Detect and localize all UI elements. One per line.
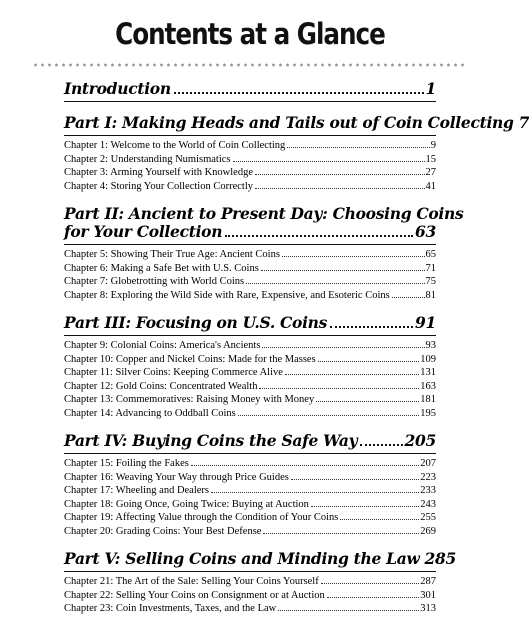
chapter-label: Chapter 18: Going Once, Going Twice: Buying at Auction: [64, 498, 309, 510]
part-label-line-2: for Your Collection: [64, 222, 223, 241]
chapter-entry[interactable]: [64, 139, 436, 153]
leader-dots: [263, 533, 419, 534]
chapter-entry[interactable]: [64, 248, 436, 262]
part-page: 7: [518, 113, 529, 132]
leader-dots: [233, 161, 425, 162]
leader-dots: [318, 361, 420, 362]
chapter-page: 71: [425, 262, 436, 274]
chapter-entry[interactable]: [64, 262, 436, 276]
leader-dots: [262, 347, 424, 348]
part-heading[interactable]: [64, 308, 436, 336]
leader-dots: [255, 188, 425, 189]
chapter-entry[interactable]: [64, 339, 436, 353]
chapter-entry[interactable]: [64, 498, 436, 512]
chapter-page: 163: [420, 380, 436, 392]
leader-dots: [392, 297, 425, 298]
chapter-label: Chapter 4: Storing Your Collection Correctly: [64, 180, 253, 192]
chapter-page: 269: [420, 525, 436, 537]
chapter-entry[interactable]: [64, 589, 436, 603]
part-heading[interactable]: [64, 544, 456, 572]
part-1: [64, 108, 529, 193]
chapter-label: Chapter 14: Advancing to Oddball Coins: [64, 407, 236, 419]
chapter-page: 75: [425, 276, 436, 287]
part-label: Part V: Selling Coins and Minding the Law: [64, 549, 420, 568]
part-4: [64, 426, 436, 538]
chapter-label: Chapter 21: The Art of the Sale: Selling Your Coins Yourself: [64, 576, 319, 587]
chapter-label: Chapter 2: Understanding Numismatics: [64, 153, 231, 165]
chapter-label: Chapter 23: Coin Investments, Taxes, and the Law: [64, 603, 277, 614]
chapter-label: Chapter 5: Showing Their True Age: Ancient Coins: [64, 249, 280, 260]
chapter-entry[interactable]: [64, 180, 436, 194]
leader-dots: [340, 519, 419, 520]
chapter-entry[interactable]: [64, 275, 436, 289]
chapter-page: 255: [420, 512, 436, 523]
leader-dots: [285, 374, 419, 375]
leader-dots: [261, 270, 425, 271]
chapter-label: Chapter 15: Foiling the Fakes: [64, 458, 189, 469]
chapter-label: Chapter 10: Copper and Nickel Coins: Made for the Masses: [64, 353, 316, 365]
chapter-label: Chapter 11: Silver Coins: Keeping Commerce Alive: [64, 367, 283, 378]
part-label: Part IV: Buying Coins the Safe Way: [64, 431, 358, 450]
leader-dots: [316, 401, 419, 402]
chapter-page: 223: [420, 471, 436, 483]
chapter-label: Chapter 9: Colonial Coins: America's Ancients: [64, 340, 261, 351]
chapter-page: 181: [420, 394, 436, 405]
chapter-label: Chapter 8: Exploring the Wild Side with Rare, Expensive, and Esoteric Coins: [64, 289, 390, 301]
chapter-entry[interactable]: [64, 525, 436, 539]
chapter-label: Chapter 17: Wheeling and Dealers: [64, 485, 210, 496]
part-heading[interactable]: [64, 199, 464, 245]
chapter-page: 109: [420, 353, 436, 365]
leader-dots: [225, 235, 413, 237]
part-page: 205: [404, 431, 436, 450]
introduction-entry[interactable]: [64, 74, 436, 102]
chapter-entry[interactable]: [64, 366, 436, 380]
page-title: Contents at a Glance: [115, 17, 385, 51]
leader-dots: [327, 597, 419, 598]
chapter-entry[interactable]: [64, 511, 436, 525]
leader-dots: [246, 283, 424, 284]
part-page: 91: [415, 313, 436, 332]
chapter-label: Chapter 6: Making a Safe Bet with U.S. Coins: [64, 262, 259, 274]
chapter-page: 287: [420, 576, 436, 587]
chapter-page: 301: [420, 589, 436, 601]
introduction-page: 1: [425, 79, 436, 98]
part-2: [64, 199, 464, 302]
part-label-line-1: Part II: Ancient to Present Day: Choosing Coins: [64, 204, 464, 223]
chapter-label: Chapter 22: Selling Your Coins on Consignment or at Auction: [64, 589, 325, 601]
part-3: [64, 308, 436, 420]
chapter-page: 233: [420, 485, 436, 496]
chapter-label: Chapter 7: Globetrotting with World Coins: [64, 276, 245, 287]
leader-dots: [291, 479, 419, 480]
chapter-label: Chapter 19: Affecting Value through the Condition of Your Coins: [64, 512, 339, 523]
leader-dots: [311, 506, 419, 507]
chapter-page: 81: [425, 289, 436, 301]
leader-dots: [238, 415, 419, 416]
part-label: Part III: Focusing on U.S. Coins: [64, 313, 328, 332]
leader-dots: [191, 465, 419, 466]
chapter-page: 65: [425, 249, 436, 260]
chapter-page: 195: [420, 407, 436, 419]
chapter-page: 41: [425, 180, 436, 192]
chapter-entry[interactable]: [64, 289, 436, 303]
part-5: [64, 544, 456, 616]
chapter-page: 243: [420, 498, 436, 510]
chapter-page: 15: [425, 153, 436, 165]
chapter-entry[interactable]: [64, 166, 436, 180]
chapter-page: 313: [420, 603, 436, 614]
chapter-entry[interactable]: [64, 353, 436, 367]
chapter-page: 131: [420, 367, 436, 378]
table-of-contents: [64, 74, 529, 622]
leader-dots: [287, 147, 429, 148]
leader-dots: [255, 174, 425, 175]
chapter-entry[interactable]: [64, 380, 436, 394]
part-heading[interactable]: [64, 426, 436, 454]
leader-dots: [259, 388, 419, 389]
chapter-page: 27: [425, 167, 436, 178]
chapter-page: 207: [420, 458, 436, 469]
chapter-entry[interactable]: [64, 457, 436, 471]
chapter-label: Chapter 3: Arming Yourself with Knowledge: [64, 167, 253, 178]
chapter-label: Chapter 1: Welcome to the World of Coin Collecting: [64, 140, 286, 151]
chapter-label: Chapter 20: Grading Coins: Your Best Defense: [64, 525, 262, 537]
part-heading[interactable]: [64, 108, 529, 136]
part-label: Part I: Making Heads and Tails out of Coin Collecting: [64, 113, 514, 132]
chapter-entry[interactable]: [64, 153, 436, 167]
chapter-label: Chapter 12: Gold Coins: Concentrated Wealth: [64, 380, 258, 392]
chapter-page: 9: [430, 140, 436, 151]
chapter-page: 93: [425, 340, 436, 351]
chapter-entry[interactable]: [64, 575, 436, 589]
chapter-entry[interactable]: [64, 407, 436, 421]
chapter-entry[interactable]: [64, 484, 436, 498]
chapter-entry[interactable]: [64, 393, 436, 407]
leader-dots: [278, 610, 419, 611]
chapter-entry[interactable]: [64, 602, 436, 616]
dotted-divider: [32, 63, 468, 67]
leader-dots: [321, 583, 420, 584]
introduction-label: Introduction: [64, 79, 171, 98]
leader-dots: [211, 492, 419, 493]
chapter-label: Chapter 16: Weaving Your Way through Price Guides: [64, 471, 289, 483]
part-page: 285: [424, 549, 456, 568]
part-page: 63: [415, 222, 436, 241]
leader-dots: [282, 256, 425, 257]
leader-dots: [360, 444, 402, 446]
chapter-label: Chapter 13: Commemoratives: Raising Money with Money: [64, 394, 315, 405]
leader-dots: [330, 326, 413, 328]
chapter-entry[interactable]: [64, 471, 436, 485]
leader-dots: [174, 92, 424, 94]
